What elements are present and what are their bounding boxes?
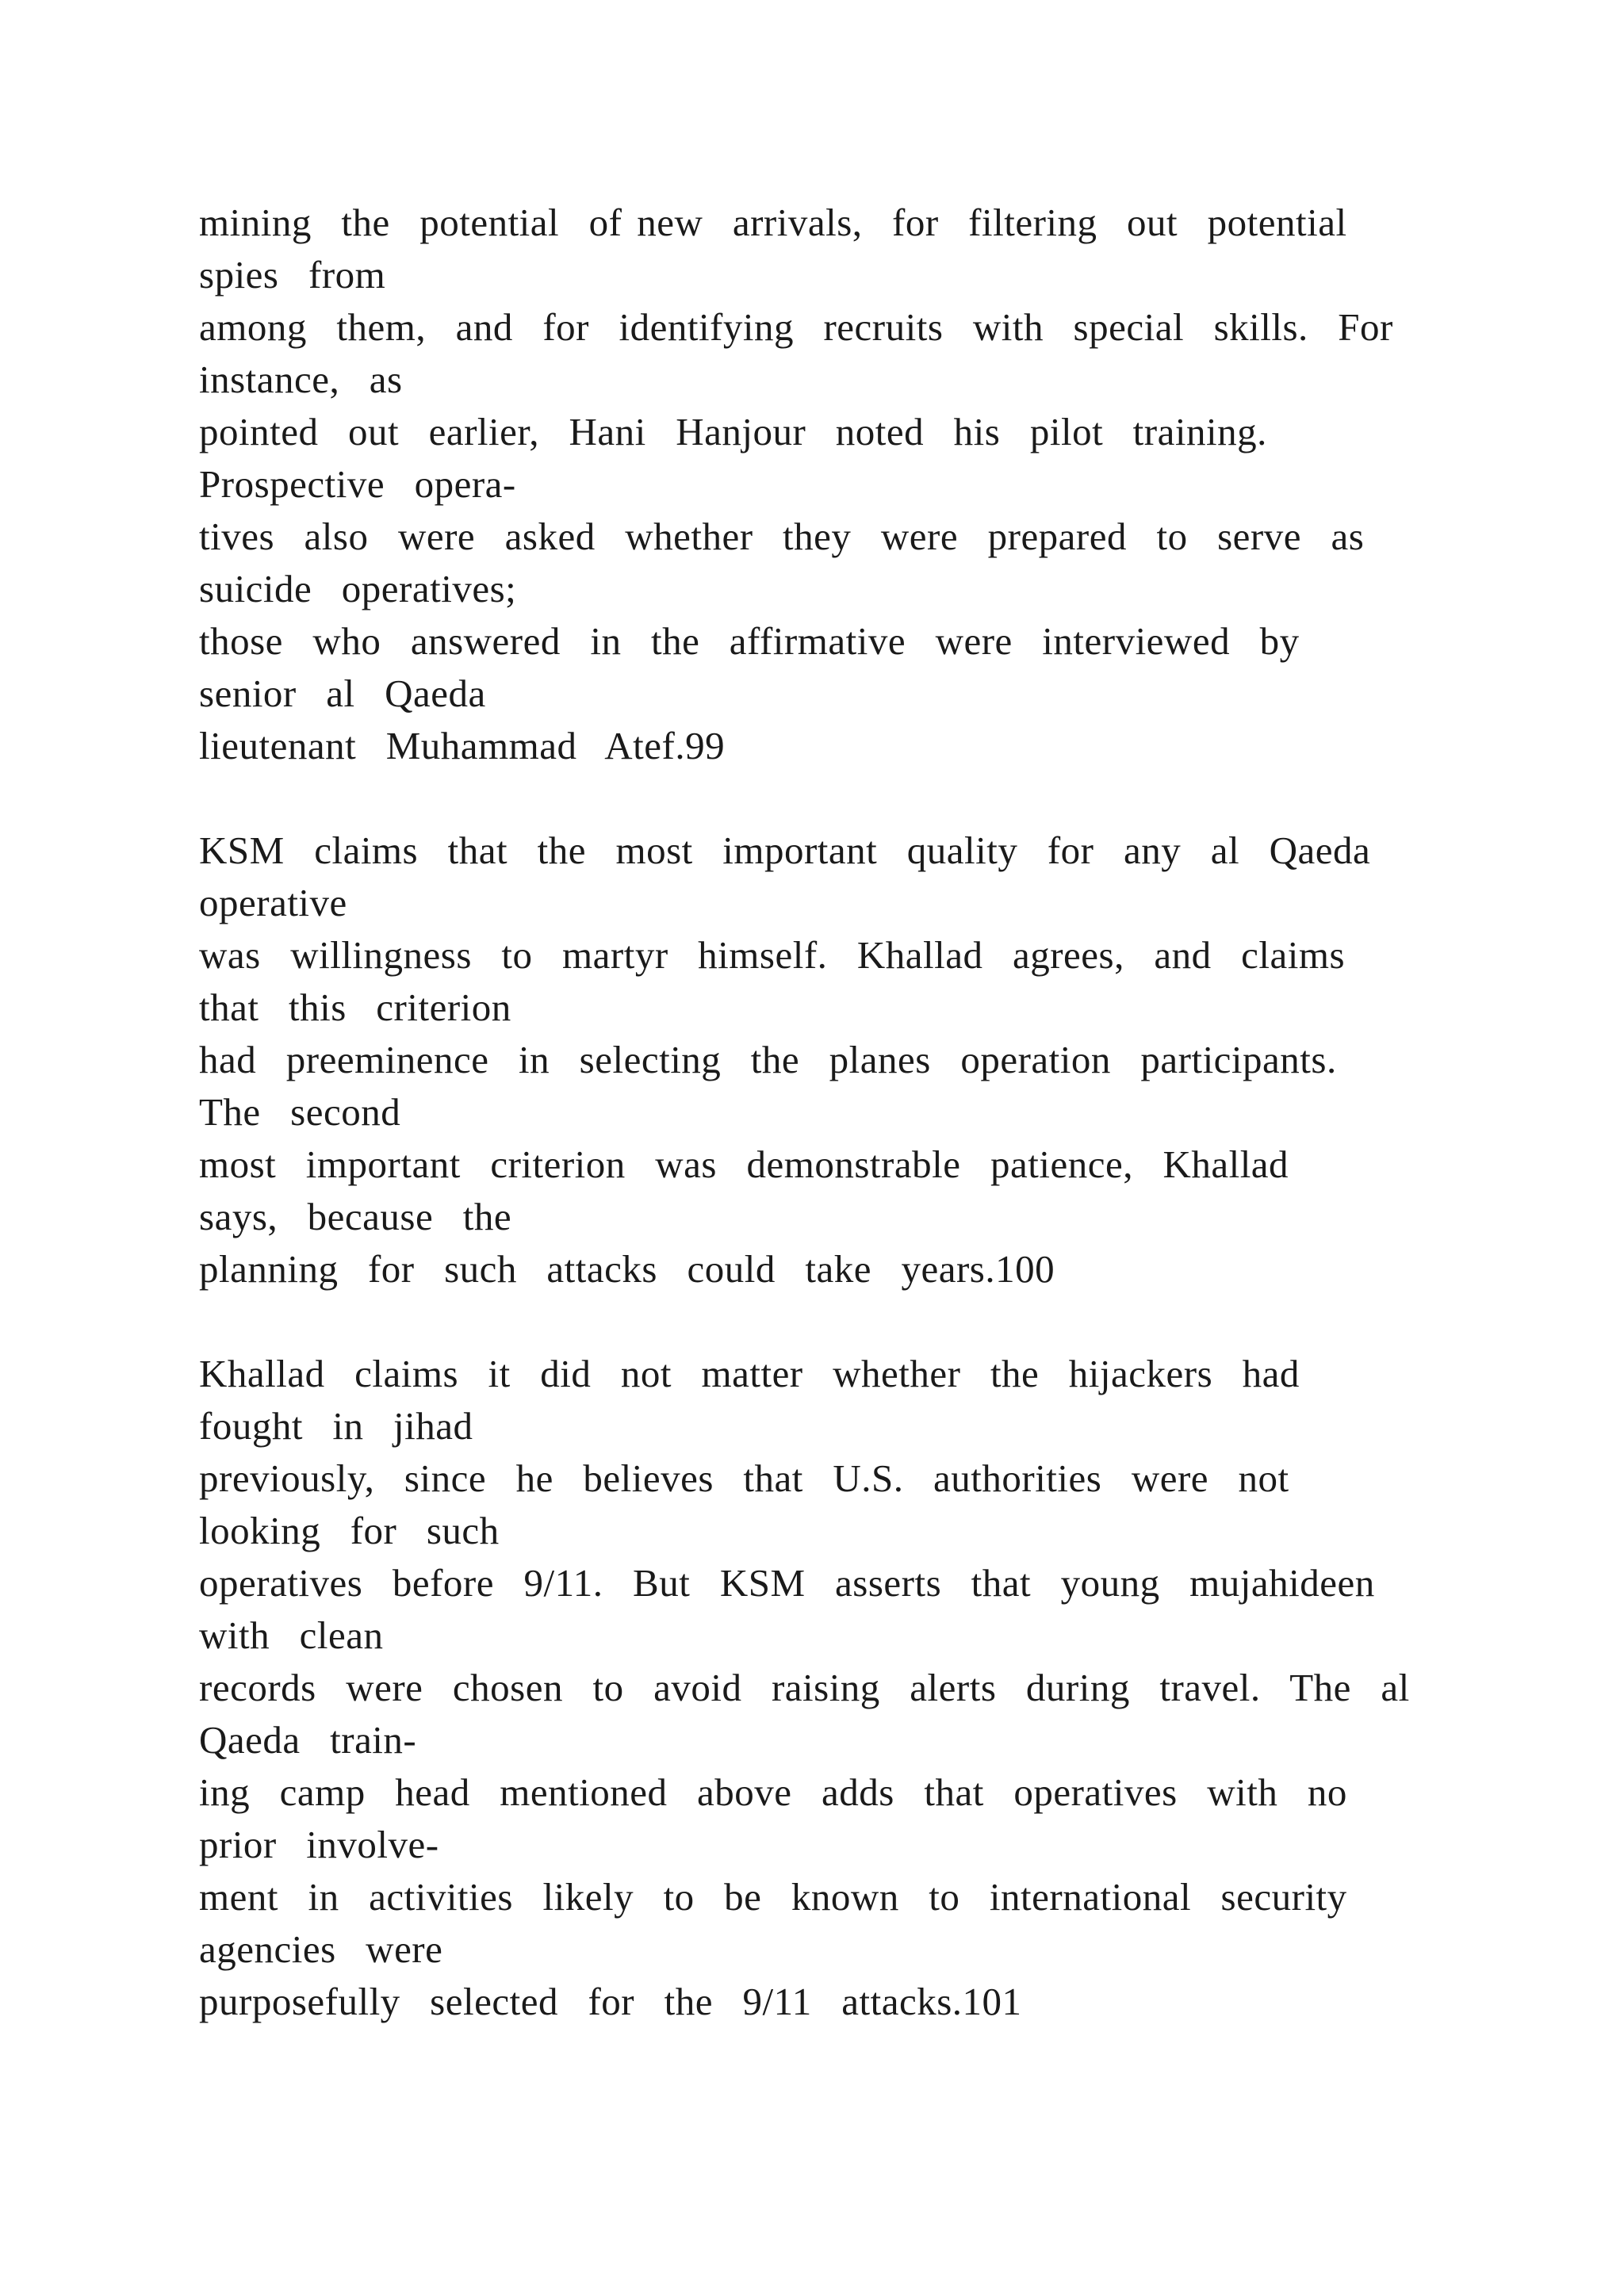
text-line: Qaeda train- xyxy=(199,1718,417,1762)
text-line: agencies were xyxy=(199,1927,443,1971)
text-line: Prospective opera- xyxy=(199,462,516,506)
text-line: fought in jihad xyxy=(199,1404,473,1448)
text-line: senior al Qaeda xyxy=(199,672,486,715)
text-line: among them, and for identifying recruits with special skills. For xyxy=(199,305,1393,349)
text-line: purposefully selected for the 9/11 attacks.101 xyxy=(199,1980,1022,2023)
text-line: operative xyxy=(199,881,347,924)
paragraph-spacer xyxy=(199,1295,1611,1348)
text-line: previously, since he believes that U.S. authorities were not xyxy=(199,1456,1289,1500)
text-line: mining the potential of new arrivals, for filtering out potential xyxy=(199,201,1347,244)
document-body xyxy=(199,197,1611,2028)
text-line: Khallad claims it did not matter whether the hijackers had xyxy=(199,1352,1300,1395)
text-line: planning for such attacks could take years.100 xyxy=(199,1247,1055,1291)
text-line: most important criterion was demonstrable patience, Khallad xyxy=(199,1142,1289,1186)
text-line: that this criterion xyxy=(199,985,511,1029)
text-line: those who answered in the affirmative were interviewed by xyxy=(199,619,1300,663)
text-line: tives also were asked whether they were prepared to serve as xyxy=(199,515,1365,558)
text-line: had preeminence in selecting the planes operation participants. xyxy=(199,1038,1337,1081)
text-line: looking for such xyxy=(199,1509,500,1552)
text-line: spies from xyxy=(199,253,386,297)
text-line: records were chosen to avoid raising alerts during travel. The al xyxy=(199,1666,1410,1709)
text-line: suicide operatives; xyxy=(199,567,517,610)
text-line: prior involve- xyxy=(199,1823,439,1866)
text-line: was willingness to martyr himself. Khallad agrees, and claims xyxy=(199,933,1346,977)
text-line: operatives before 9/11. But KSM asserts that young mujahideen xyxy=(199,1561,1375,1605)
paragraph xyxy=(199,825,1611,1295)
text-line: with clean xyxy=(199,1613,384,1657)
paragraph xyxy=(199,1348,1611,2028)
text-line: lieutenant Muhammad Atef.99 xyxy=(199,724,726,767)
text-line: instance, as xyxy=(199,358,403,401)
text-line: ment in activities likely to be known to international security xyxy=(199,1875,1347,1919)
text-line: The second xyxy=(199,1090,401,1134)
paragraph-spacer xyxy=(199,772,1611,825)
text-line: says, because the xyxy=(199,1195,512,1238)
text-line: pointed out earlier, Hani Hanjour noted his pilot training. xyxy=(199,410,1267,453)
paragraph xyxy=(199,197,1611,772)
text-line: ing camp head mentioned above adds that operatives with no xyxy=(199,1770,1347,1814)
text-line: KSM claims that the most important quality for any al Qaeda xyxy=(199,828,1371,872)
